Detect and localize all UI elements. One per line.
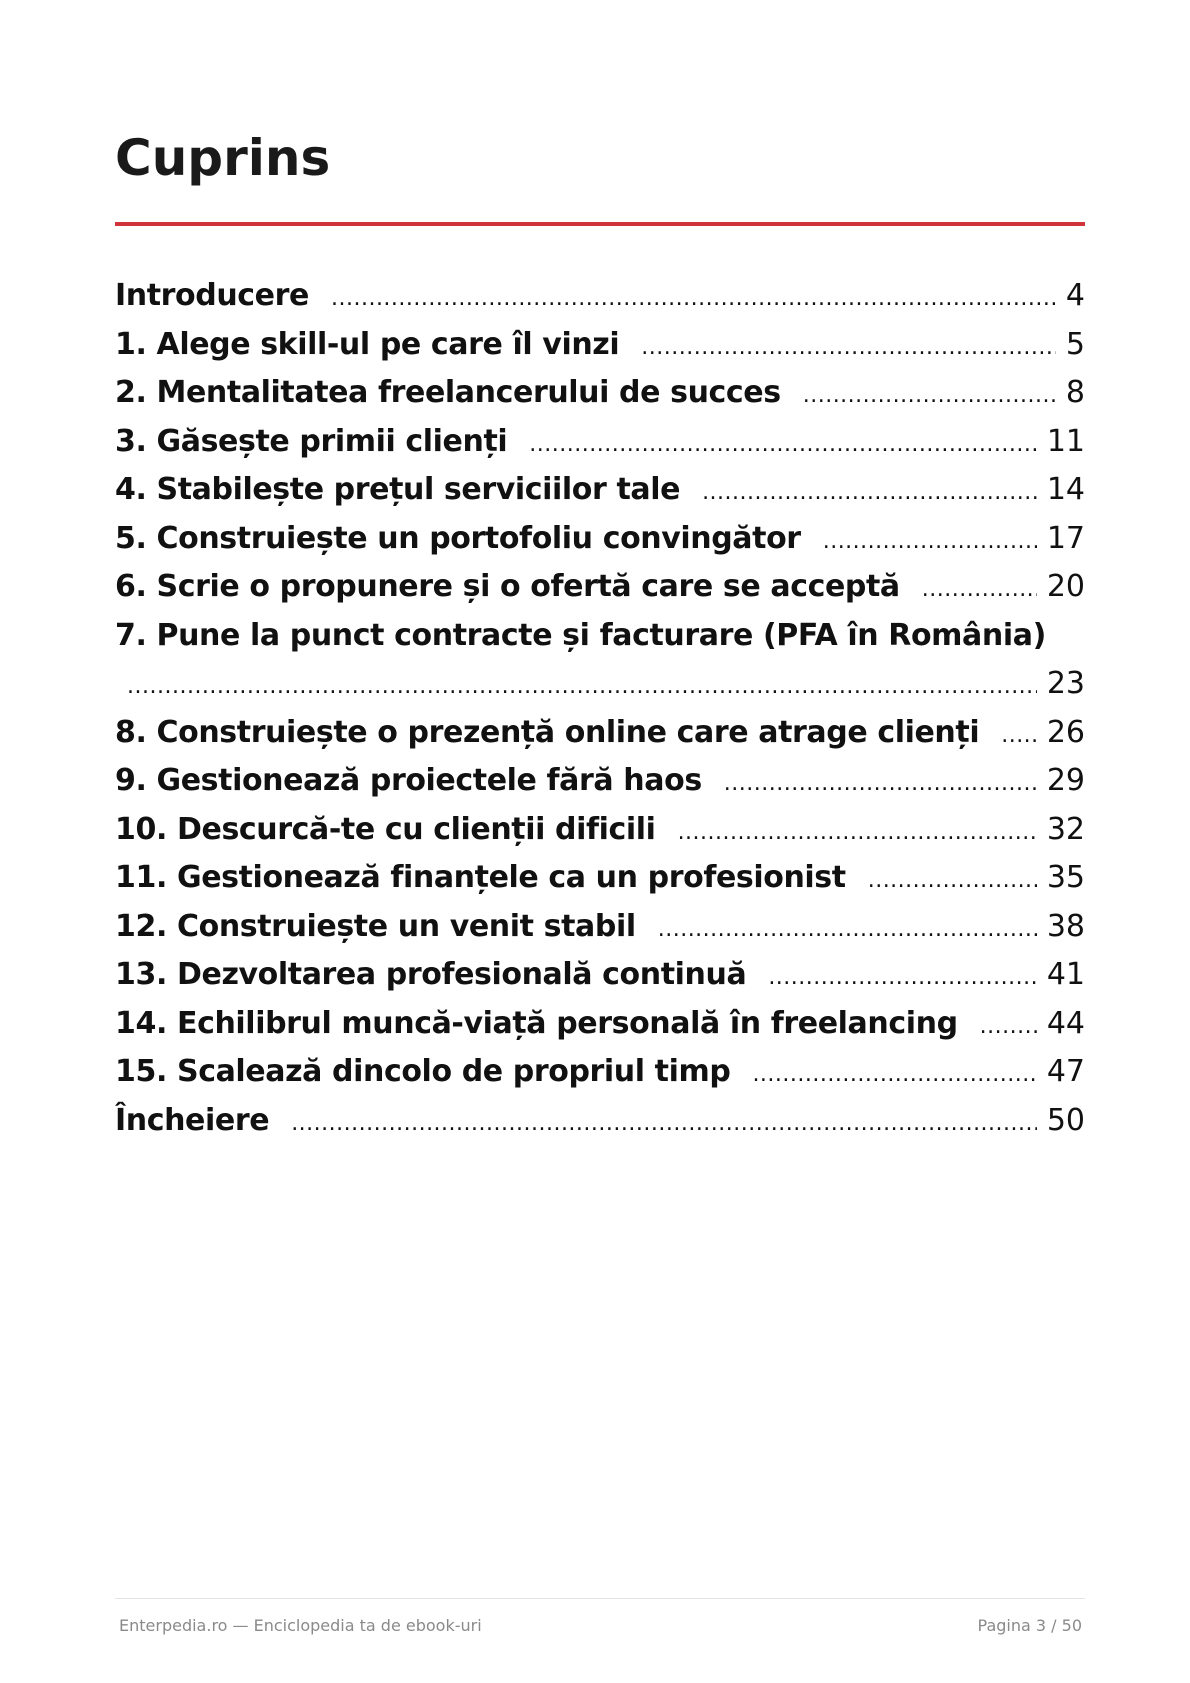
toc-entry[interactable] bbox=[115, 812, 1085, 861]
toc-entry-page: 14 bbox=[1046, 472, 1085, 507]
toc-entry-page: 50 bbox=[1046, 1102, 1085, 1138]
toc-entry[interactable] bbox=[115, 569, 1085, 618]
toc-entry-page: 41 bbox=[1046, 957, 1085, 992]
toc-entry-page: 20 bbox=[1046, 569, 1085, 604]
toc-entry-title: Încheiere bbox=[115, 1102, 270, 1138]
toc-leader-dots bbox=[291, 1111, 1037, 1136]
toc-entry-page: 5 bbox=[1065, 326, 1085, 362]
toc-entry[interactable] bbox=[115, 424, 1085, 473]
toc-entry[interactable] bbox=[115, 375, 1085, 424]
toc-entry-title: 10. Descurcă-te cu clienții dificili bbox=[115, 811, 656, 847]
toc-leader-dots bbox=[823, 529, 1037, 554]
toc-leader-dots bbox=[658, 917, 1037, 942]
toc-entry[interactable] bbox=[115, 860, 1085, 909]
toc-entry-title: 8. Construiește o prezență online care atrage clienți bbox=[115, 714, 980, 750]
toc-entry-title: 9. Gestionează proiectele fără haos bbox=[115, 763, 702, 798]
toc-entry[interactable] bbox=[115, 521, 1085, 570]
footer-divider bbox=[115, 1598, 1085, 1599]
footer-site-name: Enterpedia.ro — Enciclopedia ta de ebook-uri bbox=[119, 1616, 482, 1635]
title-divider bbox=[115, 222, 1085, 226]
toc-entry-page: 44 bbox=[1046, 1005, 1085, 1041]
toc-leader-dots bbox=[768, 965, 1037, 990]
toc-leader-dots bbox=[529, 432, 1037, 457]
toc-leader-dots bbox=[803, 383, 1056, 408]
toc-leader-dots bbox=[724, 771, 1037, 796]
toc-leader-dots bbox=[980, 1014, 1037, 1039]
toc-entry-title: 11. Gestionează finanțele ca un profesionist bbox=[115, 860, 846, 895]
toc-entry[interactable] bbox=[115, 763, 1085, 812]
toc-entry-page: 4 bbox=[1065, 278, 1085, 313]
toc-entry-page: 38 bbox=[1046, 908, 1085, 944]
toc-leader-dots bbox=[868, 868, 1037, 893]
toc-entry[interactable] bbox=[115, 472, 1085, 521]
toc-entry-page: 17 bbox=[1046, 520, 1085, 556]
toc-entry-title: 2. Mentalitatea freelancerului de succes bbox=[115, 375, 781, 410]
toc-entry-page: 26 bbox=[1046, 714, 1085, 750]
toc-entry-continuation[interactable] bbox=[115, 666, 1085, 715]
toc-entry-title: 15. Scalează dincolo de propriul timp bbox=[115, 1054, 731, 1089]
toc-entry-page: 8 bbox=[1065, 375, 1085, 410]
toc-entry[interactable] bbox=[115, 1103, 1085, 1152]
toc-entry-title: 3. Găsește primii clienți bbox=[115, 423, 508, 459]
toc-leader-dots bbox=[752, 1062, 1036, 1087]
toc-entry-title: 5. Construiește un portofoliu convingător bbox=[115, 520, 801, 556]
toc-leader-dots bbox=[331, 286, 1056, 311]
toc-entry-title: 4. Stabilește prețul serviciilor tale bbox=[115, 472, 681, 507]
toc-leader-dots bbox=[702, 480, 1037, 505]
toc-entry-page: 32 bbox=[1046, 811, 1085, 847]
toc-entry-title: 12. Construiește un venit stabil bbox=[115, 908, 636, 944]
toc-entry[interactable] bbox=[115, 1054, 1085, 1103]
toc-entry[interactable] bbox=[115, 957, 1085, 1006]
toc-leader-dots bbox=[678, 820, 1037, 845]
toc-leader-dots bbox=[1001, 723, 1037, 748]
toc-entry-title: 6. Scrie o propunere și o ofertă care se acceptă bbox=[115, 569, 900, 604]
footer-page-number: Pagina 3 / 50 bbox=[977, 1616, 1082, 1635]
toc-entry-title: 13. Dezvoltarea profesională continuă bbox=[115, 957, 747, 992]
table-of-contents bbox=[115, 278, 1085, 1151]
toc-entry[interactable] bbox=[115, 327, 1085, 376]
toc-entry[interactable] bbox=[115, 278, 1085, 327]
toc-leader-dots bbox=[127, 674, 1037, 699]
toc-entry-title: Introducere bbox=[115, 278, 309, 313]
toc-entry-page: 35 bbox=[1046, 860, 1085, 895]
toc-entry-title: 7. Pune la punct contracte și facturare (PFA în România) bbox=[115, 617, 1046, 653]
toc-entry[interactable] bbox=[115, 715, 1085, 764]
toc-entry-page: 29 bbox=[1046, 763, 1085, 798]
toc-entry-page: 23 bbox=[1046, 666, 1085, 701]
toc-leader-dots bbox=[641, 335, 1056, 360]
toc-entry-page: 11 bbox=[1046, 423, 1085, 459]
toc-entry-page: 47 bbox=[1046, 1054, 1085, 1089]
toc-entry[interactable] bbox=[115, 1006, 1085, 1055]
toc-entry[interactable] bbox=[115, 909, 1085, 958]
toc-entry-title: 14. Echilibrul muncă-viață personală în freelancing bbox=[115, 1005, 958, 1041]
toc-entry[interactable] bbox=[115, 618, 1085, 667]
toc-leader-dots bbox=[922, 577, 1037, 602]
toc-entry-title: 1. Alege skill-ul pe care îl vinzi bbox=[115, 326, 620, 362]
page-title: Cuprins bbox=[115, 129, 331, 187]
